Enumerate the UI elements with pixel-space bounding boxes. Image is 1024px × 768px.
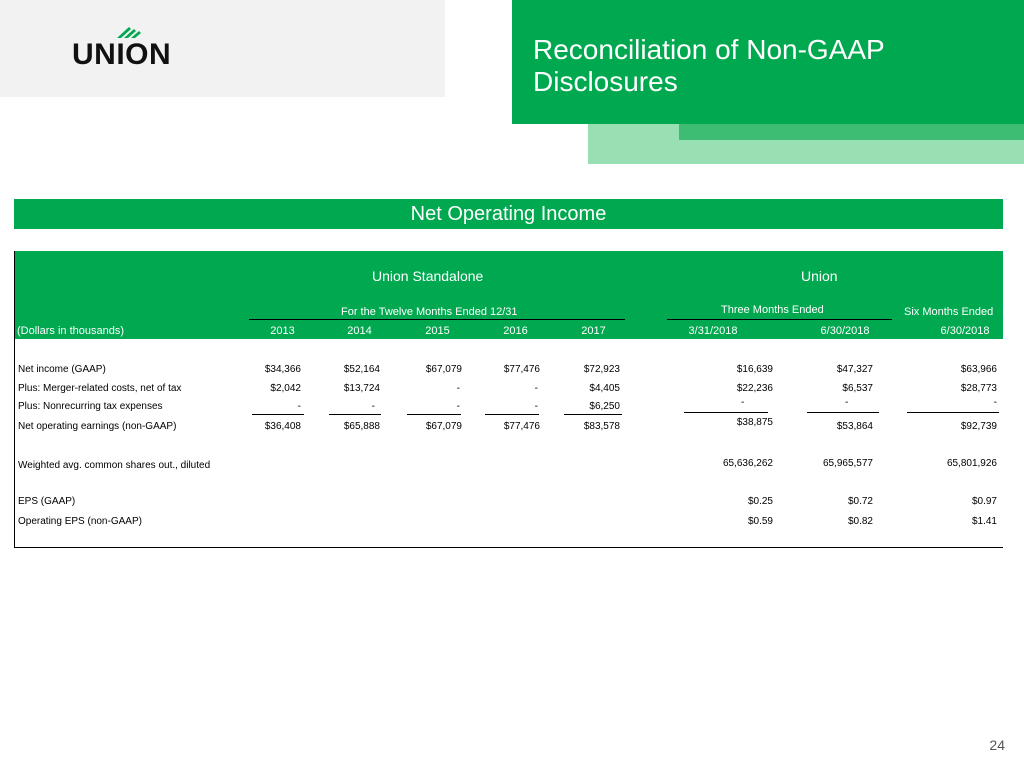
table-cell: 65,965,577	[822, 458, 873, 469]
underline-twelve-months	[249, 319, 625, 320]
column-2016: 2016	[503, 325, 528, 337]
logo-text: UNION	[72, 38, 172, 71]
table-cell: $38,875	[736, 417, 773, 428]
subtotal-line	[252, 414, 304, 415]
column-ytd-2018: 6/30/2018	[940, 325, 990, 337]
table-cell: -	[534, 401, 538, 412]
page-title	[533, 34, 993, 98]
subtotal-line	[329, 414, 381, 415]
table-cell: $0.59	[747, 516, 773, 527]
table-cell: $2,042	[270, 383, 301, 394]
row-label-eps-gaap: EPS (GAAP)	[18, 496, 76, 507]
row-label-nonrecurring-tax: Plus: Nonrecurring tax expenses	[18, 401, 163, 412]
subtotal-line	[807, 412, 879, 413]
table-cell: -	[371, 401, 375, 412]
column-2015: 2015	[425, 325, 450, 337]
table-cell: $22,236	[736, 383, 773, 394]
table-cell: $65,888	[343, 421, 380, 432]
row-label-merger-costs: Plus: Merger-related costs, net of tax	[18, 383, 182, 394]
subtotal-line	[485, 414, 539, 415]
table-cell: $83,578	[583, 421, 620, 432]
table-cell: -	[297, 401, 301, 412]
table-cell: $4,405	[589, 383, 620, 394]
subtotal-line	[407, 414, 461, 415]
table-cell: $63,966	[960, 364, 997, 375]
column-2017: 2017	[581, 325, 606, 337]
table-cell: $67,079	[425, 364, 462, 375]
subtotal-line	[564, 414, 622, 415]
table-cell: $13,724	[343, 383, 380, 394]
table-cell: 65,636,262	[722, 458, 773, 469]
table-cell: $0.97	[971, 496, 997, 507]
subhead-three-months: Three Months Ended	[721, 304, 824, 316]
table-cell: $6,537	[842, 383, 873, 394]
subhead-twelve-months: For the Twelve Months Ended 12/31	[341, 306, 518, 318]
column-2013: 2013	[270, 325, 295, 337]
row-label-operating-eps: Operating EPS (non-GAAP)	[18, 516, 142, 527]
table-cell: $0.72	[847, 496, 873, 507]
logo-bar	[0, 0, 445, 97]
reconciliation-table	[14, 251, 1003, 548]
table-cell: $92,739	[960, 421, 997, 432]
page-title-line-1: Reconciliation of Non-GAAP	[533, 34, 885, 65]
subtotal-line	[907, 412, 999, 413]
row-label-net-income: Net income (GAAP)	[18, 364, 106, 375]
group-label-union: Union	[801, 268, 838, 284]
dollars-in-thousands-label: (Dollars in thousands)	[17, 325, 124, 337]
table-cell: $34,366	[264, 364, 301, 375]
table-cell: -	[845, 397, 849, 408]
table-cell: $77,476	[503, 364, 540, 375]
group-label-union-standalone: Union Standalone	[372, 268, 484, 284]
row-label-net-operating-earnings: Net operating earnings (non-GAAP)	[18, 421, 177, 432]
table-cell: $28,773	[960, 383, 997, 394]
page-number: 24	[989, 737, 1005, 753]
table-cell: $77,476	[503, 421, 540, 432]
subhead-six-months: Six Months Ended	[904, 306, 994, 318]
table-cell: $72,923	[583, 364, 620, 375]
table-cell: $53,864	[836, 421, 873, 432]
table-cell: $0.25	[747, 496, 773, 507]
table-cell: -	[456, 401, 460, 412]
table-cell: $1.41	[971, 516, 997, 527]
union-logo	[72, 25, 182, 69]
column-q2-2018: 6/30/2018	[820, 325, 870, 337]
table-cell: 65,801,926	[946, 458, 997, 469]
table-cell: $67,079	[425, 421, 462, 432]
section-title: Net Operating Income	[14, 199, 1003, 229]
subtotal-line	[684, 412, 768, 413]
table-cell: $16,639	[736, 364, 773, 375]
table-cell: $6,250	[589, 401, 620, 412]
row-label-weighted-shares: Weighted avg. common shares out., diluted	[18, 460, 211, 471]
column-q1-2018: 3/31/2018	[688, 325, 738, 337]
table-cell: $0.82	[847, 516, 873, 527]
page-title-line-2: Disclosures	[533, 66, 678, 97]
table-cell: -	[993, 397, 997, 408]
table-cell: -	[456, 383, 460, 394]
table-cell: -	[534, 383, 538, 394]
underline-three-months	[667, 319, 892, 320]
table-cell: $47,327	[836, 364, 873, 375]
table-cell: $52,164	[343, 364, 380, 375]
column-2014: 2014	[347, 325, 372, 337]
table-cell: $36,408	[264, 421, 301, 432]
table-cell: -	[741, 397, 745, 408]
union-leaf-icon	[114, 25, 144, 39]
